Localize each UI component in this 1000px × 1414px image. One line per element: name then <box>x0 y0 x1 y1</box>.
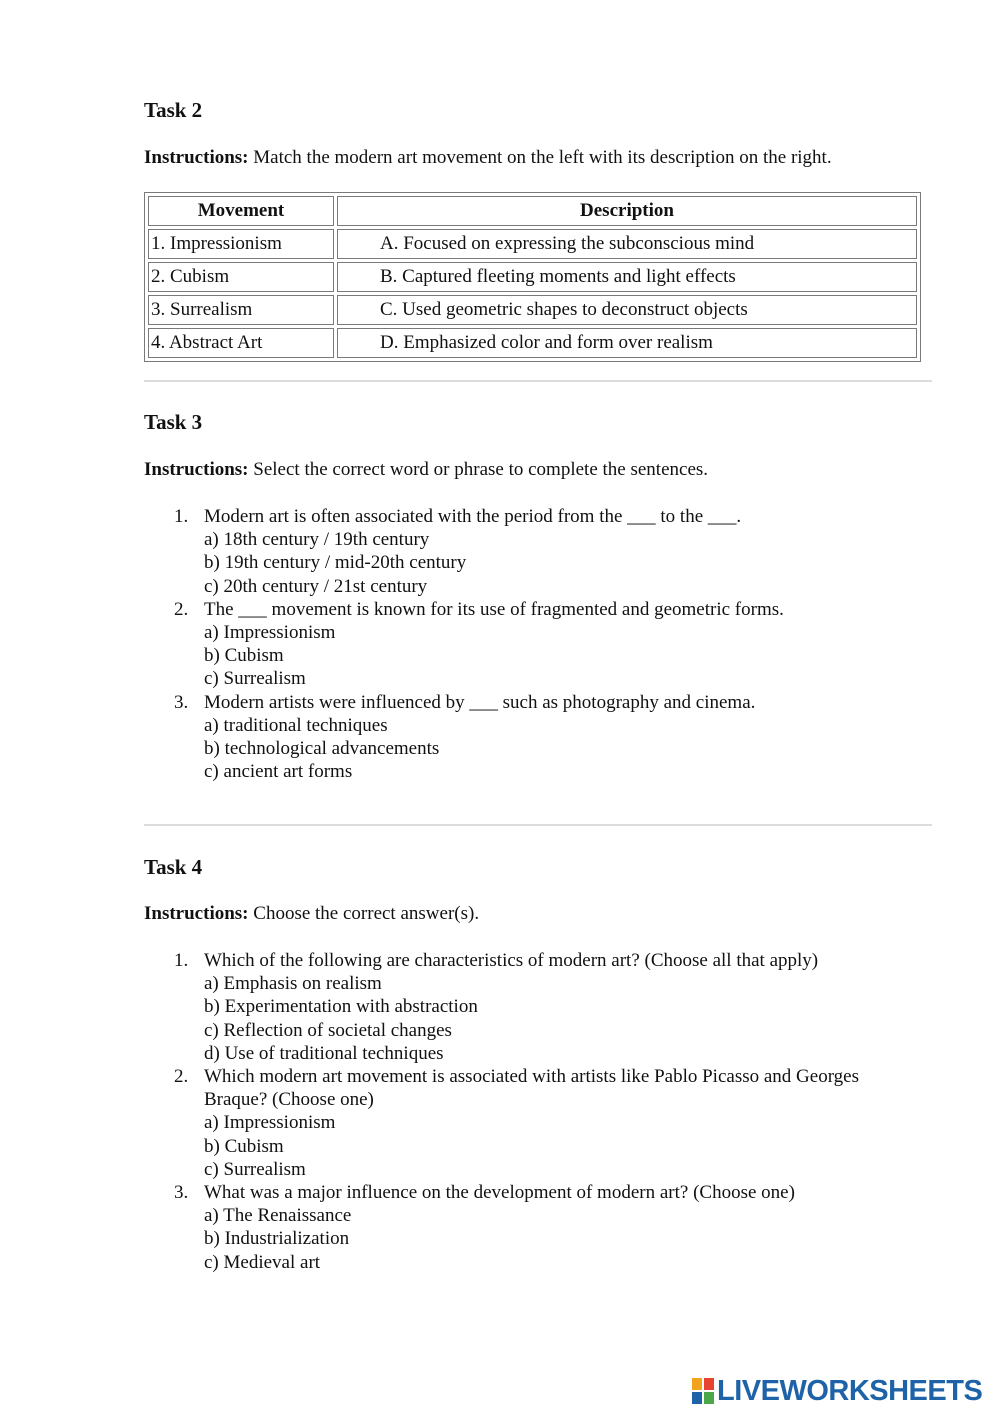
question-number: 1. <box>174 950 189 971</box>
answer-option[interactable]: b) Cubism <box>204 1135 284 1157</box>
question-text: Modern artists were influenced by ___ such as photography and cinema. <box>204 691 756 713</box>
question-number: 2. <box>174 598 189 620</box>
table-row <box>148 262 917 292</box>
question-text: The ___ movement is known for its use of fragmented and geometric forms. <box>204 598 784 620</box>
question-item <box>160 1181 920 1274</box>
answer-option[interactable]: b) technological advancements <box>204 738 440 760</box>
question-text: Modern art is often associated with the period from the ___ to the ___. <box>204 506 742 527</box>
task-2-instructions <box>144 146 832 170</box>
instructions-label: Instructions: <box>144 147 249 168</box>
liveworksheets-logo[interactable] <box>692 1374 982 1408</box>
question-item <box>160 949 920 1065</box>
answer-option[interactable]: b) Experimentation with abstraction <box>204 996 478 1018</box>
answer-option[interactable]: b) 19th century / mid-20th century <box>204 552 467 574</box>
question-number: 1. <box>174 506 189 527</box>
answer-option[interactable]: d) Use of traditional techniques <box>204 1042 444 1064</box>
answer-option[interactable]: c) Surrealism <box>204 668 306 690</box>
movement-cell: 4. Abstract Art <box>148 328 334 358</box>
table-header-row <box>148 196 917 226</box>
question-number: 2. <box>174 1066 189 1088</box>
answer-option[interactable]: c) Reflection of societal changes <box>204 1019 452 1041</box>
description-header: Description <box>337 196 917 226</box>
question-item <box>160 598 920 691</box>
question-text: What was a major influence on the development of modern art? (Choose one) <box>204 1182 795 1204</box>
task-3-title: Task 3 <box>144 410 203 434</box>
table-row <box>148 295 917 325</box>
answer-option[interactable]: a) 18th century / 19th century <box>204 529 430 551</box>
question-item <box>160 1065 920 1181</box>
answer-option[interactable]: c) ancient art forms <box>204 761 353 783</box>
question-text: Which of the following are characteristics of modern art? (Choose all that apply) <box>204 950 819 971</box>
table-row <box>148 328 917 358</box>
instructions-text: Match the modern art movement on the left with its description on the right. <box>248 147 832 168</box>
logo-text: LIVEWORKSHEETS <box>717 1375 983 1407</box>
answer-option[interactable]: a) Emphasis on realism <box>204 973 382 995</box>
task-4-question-list <box>160 949 920 1274</box>
answer-option[interactable]: b) Cubism <box>204 645 284 667</box>
table-row <box>148 229 917 259</box>
question-text: Which modern art movement is associated with artists like Pablo Picasso and Georges Braque? (Choose one) <box>204 1066 860 1111</box>
movement-cell: 1. Impressionism <box>148 229 334 259</box>
section-divider <box>144 380 932 382</box>
description-cell: C. Used geometric shapes to deconstruct objects <box>337 295 917 325</box>
answer-option[interactable]: a) Impressionism <box>204 1112 336 1134</box>
question-number: 3. <box>174 1182 189 1204</box>
instructions-label: Instructions: <box>144 903 249 924</box>
instructions-text: Choose the correct answer(s). <box>248 903 480 924</box>
answer-option[interactable]: a) The Renaissance <box>204 1205 352 1227</box>
answer-option[interactable]: c) 20th century / 21st century <box>204 575 428 597</box>
instructions-label: Instructions: <box>144 459 249 480</box>
answer-option[interactable]: a) Impressionism <box>204 622 336 644</box>
question-item <box>160 691 920 784</box>
instructions-text: Select the correct word or phrase to complete the sentences. <box>248 459 709 480</box>
description-cell: A. Focused on expressing the subconscious mind <box>337 229 917 259</box>
section-divider <box>144 824 932 826</box>
task-3-instructions <box>144 458 708 482</box>
movement-header: Movement <box>148 196 334 226</box>
task-4-instructions <box>144 902 479 926</box>
task-3-question-list <box>160 505 920 783</box>
description-cell: D. Emphasized color and form over realism <box>337 328 917 358</box>
answer-option[interactable]: a) traditional techniques <box>204 714 388 736</box>
question-number: 3. <box>174 691 189 713</box>
answer-option[interactable]: c) Medieval art <box>204 1251 321 1273</box>
movement-cell: 2. Cubism <box>148 262 334 292</box>
answer-option[interactable]: b) Industrialization <box>204 1228 350 1250</box>
answer-option[interactable]: c) Surrealism <box>204 1158 306 1180</box>
question-item <box>160 505 920 598</box>
liveworksheets-logo-icon <box>692 1378 714 1404</box>
movement-cell: 3. Surrealism <box>148 295 334 325</box>
task-2-title: Task 2 <box>144 98 203 122</box>
description-cell: B. Captured fleeting moments and light effects <box>337 262 917 292</box>
matching-table <box>144 192 921 362</box>
task-4-title: Task 4 <box>144 855 203 879</box>
